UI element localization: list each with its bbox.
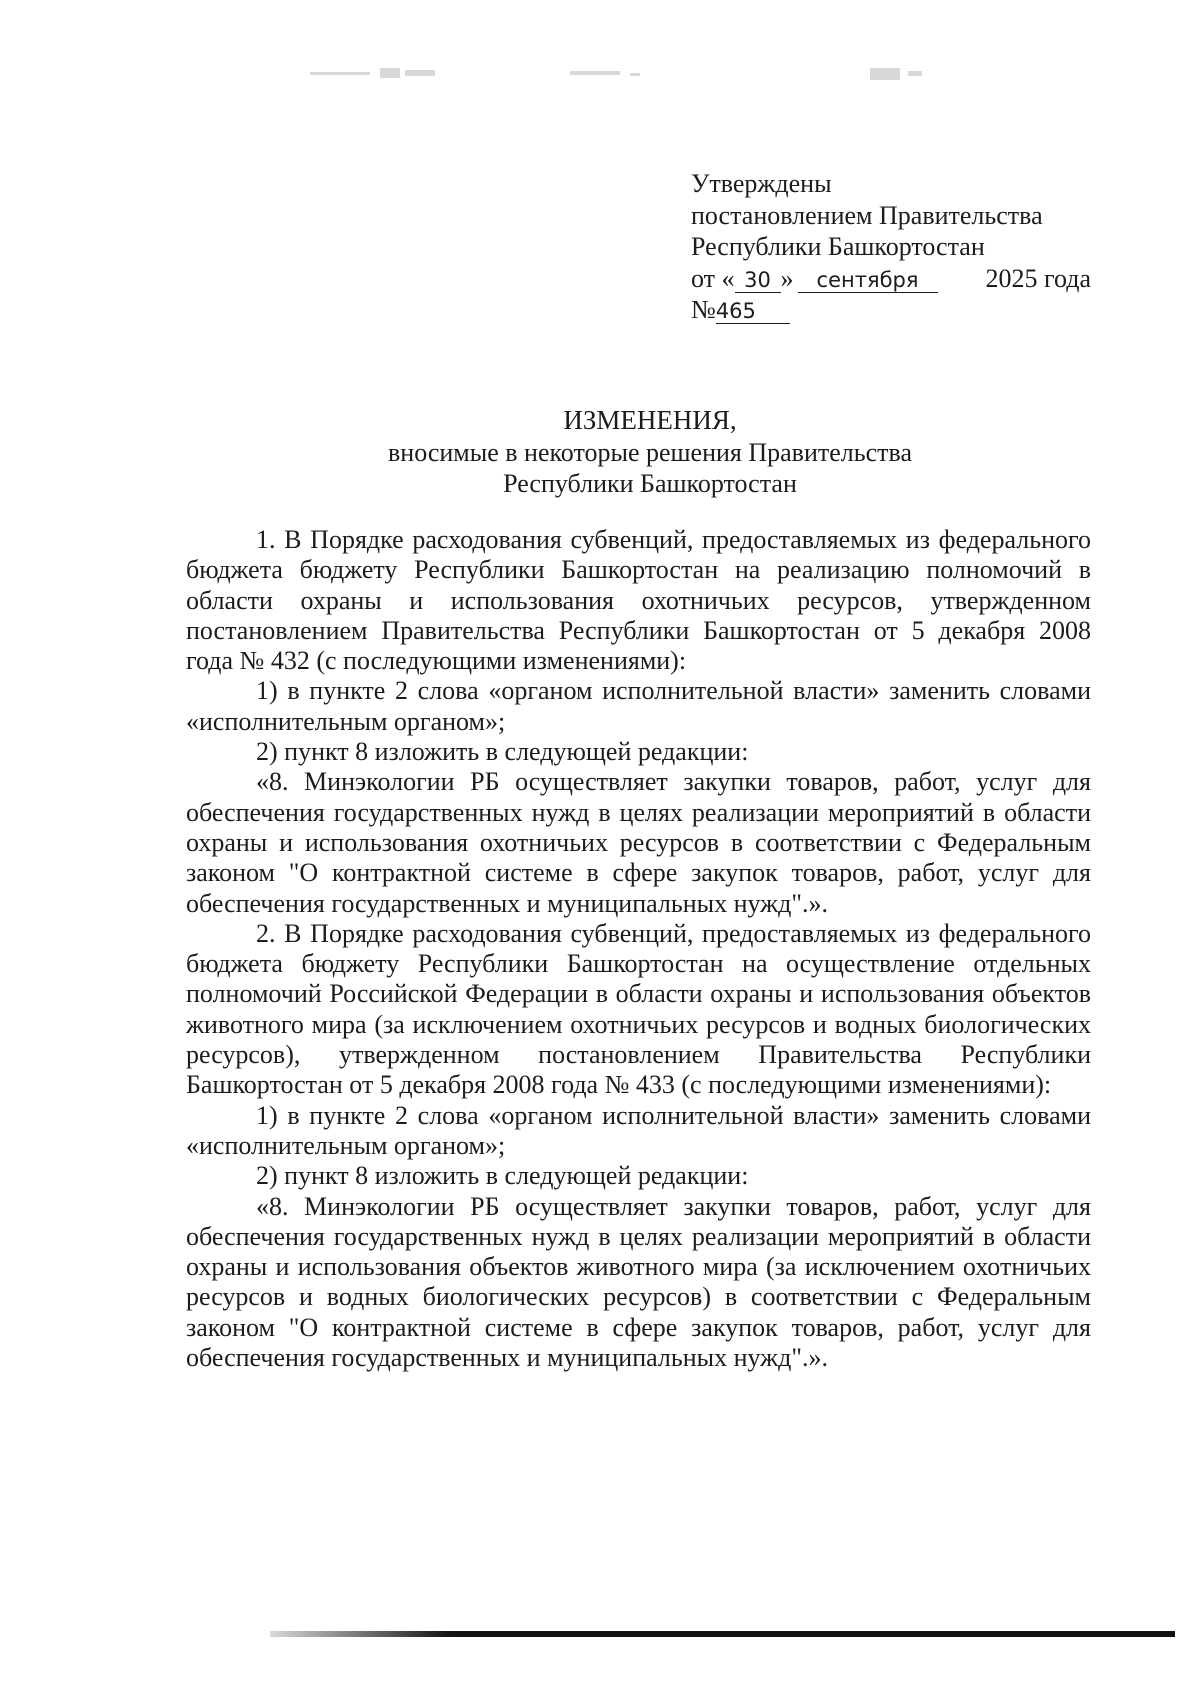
- date-day: 30: [735, 268, 781, 293]
- approval-line-republic: Республики Башкортостан: [691, 232, 985, 261]
- title-main: ИЗМЕНЕНИЯ,: [563, 405, 737, 435]
- date-prefix: от «: [691, 263, 735, 293]
- scan-bottom-edge: [270, 1631, 1175, 1637]
- approval-number-row: [691, 294, 1091, 326]
- scan-artifact-noise: [310, 62, 950, 86]
- document-body: [186, 525, 1091, 1373]
- paragraph-section-1: 1. В Порядке расходования субвенций, предоставляемых из федерального бюджета бюджету Республики Башкортостан на реализацию полномочий в области охраны и использования охотничьих ресурсов, утвержденном постановлением Правительства Республики Башкортостан от 5 декабря 2008 года № 432 (с последующими изменениями):: [186, 525, 1091, 676]
- decree-number: 465: [716, 299, 790, 324]
- paragraph-section-1-item-1: 1) в пункте 2 слова «органом исполнительной власти» заменить словами «исполнительным органом»;: [186, 676, 1091, 736]
- paragraph-section-2-item-1: 1) в пункте 2 слова «органом исполнительной власти» заменить словами «исполнительным органом»;: [186, 1100, 1091, 1160]
- paragraph-section-1-quote: «8. Минэкологии РБ осуществляет закупки товаров, работ, услуг для обеспечения государственных нужд в целях реализации мероприятий в области охраны и использования охотничьих ресурсов в соответствии с Федеральным законом "О контрактной системе в сфере закупок товаров, работ, услуг для обеспечения государственных и муниципальных нужд".».: [186, 767, 1091, 918]
- paragraph-section-2: 2. В Порядке расходования субвенций, предоставляемых из федерального бюджета бюджету Республики Башкортостан на осуществление отдельных полномочий Российской Федерации в области охраны и использования объектов животного мира (за исключением охотничьих ресурсов и водных биологических ресурсов), утвержденном постановлением Правительства Республики Башкортостан от 5 декабря 2008 года № 433 (с последующими изменениями):: [186, 918, 1091, 1100]
- paragraph-section-2-quote: «8. Минэкологии РБ осуществляет закупки товаров, работ, услуг для обеспечения государственных нужд в целях реализации мероприятий в области охраны и использования объектов животного мира (за исключением охотничьих ресурсов и водных биологических ресурсов) в соответствии с Федеральным законом "О контрактной системе в сфере закупок товаров, работ, услуг для обеспечения государственных и муниципальных нужд".».: [186, 1191, 1091, 1373]
- approval-line-approved: Утверждены: [691, 169, 832, 198]
- paragraph-section-2-item-2: 2) пункт 8 изложить в следующей редакции:: [256, 1161, 749, 1191]
- title-subtitle: вносимые в некоторые решения Правительства: [388, 437, 912, 467]
- number-prefix: №: [691, 295, 716, 324]
- document-title: [200, 405, 1100, 500]
- approval-date-row: [691, 263, 1091, 295]
- title-subtitle-republic: Республики Башкортостан: [503, 469, 797, 498]
- approval-stamp-block: [691, 168, 1091, 326]
- approval-line-decree: постановлением Правительства: [691, 200, 1043, 230]
- date-month: сентября: [798, 268, 938, 293]
- date-close-quote: »: [780, 263, 794, 293]
- paragraph-section-1-item-2: 2) пункт 8 изложить в следующей редакции:: [256, 737, 749, 767]
- date-year: 2025 года: [985, 263, 1091, 293]
